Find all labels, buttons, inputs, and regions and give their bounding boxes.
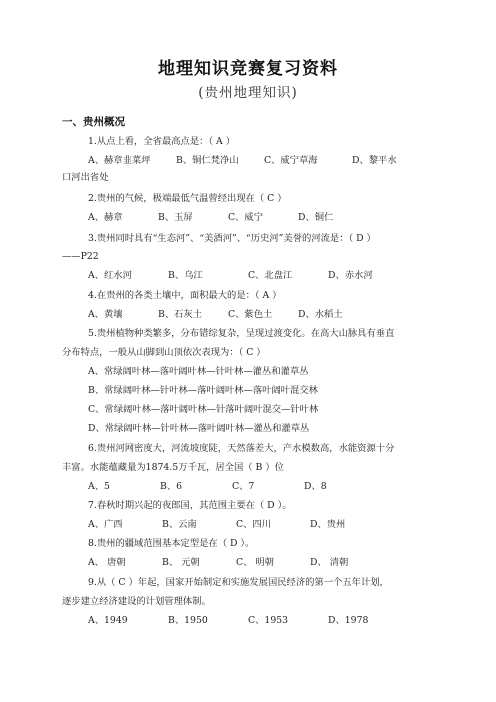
question-5-option-a: A、常绿阔叶林—落叶阔叶林—针叶林—灌丛和灌草丛 [88, 366, 309, 377]
option-b: B、铜仁梵净山 [176, 155, 239, 166]
question-1: 1.从点上看，全省最高点是：（ A ） [88, 136, 236, 147]
option-b: B、玉屏 [158, 212, 193, 223]
question-1-options [88, 155, 397, 167]
option-c: C、威宁草海 [264, 155, 318, 166]
option-b: B、乌江 [168, 270, 203, 281]
page-subtitle: (贵州地理知识) [198, 85, 298, 101]
option-a: A、红水河 [88, 270, 132, 281]
option-c: C、1953 [248, 615, 289, 626]
question-9-options [88, 615, 368, 627]
option-a: A、黄壤 [88, 309, 123, 320]
option-d: D、 清朝 [310, 557, 349, 568]
option-c: C、北盘江 [248, 270, 293, 281]
option-d: D、铜仁 [298, 212, 334, 223]
question-5-option-d: D、常绿阔叶林—针叶林—落叶阔叶林—灌丛和灌草丛 [88, 423, 310, 434]
option-b: B、 元朝 [162, 557, 200, 568]
question-2: 2.贵州的气候，极端最低气温曾经出现在（ C ） [88, 193, 287, 204]
question-3-options [88, 270, 373, 282]
question-4: 4.在贵州的各类土壤中，面积最大的是：（ A ） [88, 290, 282, 301]
question-9-continued: 逐步建立经济建设的计划管理体制。 [62, 596, 211, 607]
question-7-options [88, 519, 345, 531]
question-2-options [88, 212, 333, 224]
question-5: 5.贵州植物种类繁多，分布错综复杂，呈现过渡变化。在高大山脉具有垂直 [88, 328, 395, 339]
question-3: 3.贵州同时具有“生态河”、“美酒河”、“历史河”美誉的河流是：（ D ） [88, 233, 376, 244]
question-8: 8.贵州的疆域范围基本定型是在（ D ）。 [88, 538, 255, 549]
question-8-options [88, 557, 348, 569]
page-title: 地理知识竞赛复习资料 [158, 59, 338, 79]
question-3-continued: ——P22 [62, 251, 99, 262]
option-b: B、石灰土 [158, 309, 203, 320]
question-5-option-c: C、常绿阔叶林—落叶阔叶林—针落叶阔叶混交—针叶林 [88, 404, 319, 415]
question-6-continued: 丰富。水能蕴藏量为1874.5万千瓦，居全国（ B ）位 [62, 462, 284, 473]
option-c: C、7 [232, 481, 255, 492]
option-c: C、威宁 [228, 212, 264, 223]
option-d: D、水稻土 [298, 309, 343, 320]
option-a: A、1949 [88, 615, 128, 626]
option-d: D、1978 [328, 615, 369, 626]
option-d: D、黎平水 [352, 155, 397, 166]
section-heading: 一、贵州概况 [62, 116, 125, 128]
option-a: A、 唐朝 [88, 557, 126, 568]
option-c: C、 明朝 [236, 557, 274, 568]
option-a: A、5 [88, 481, 110, 492]
option-c: C、紫色土 [228, 309, 273, 320]
question-7: 7.春秋时期兴起的夜郎国，其范围主要在（ D ）。 [88, 500, 292, 511]
option-a: A、赫章 [88, 212, 123, 223]
option-c: C、四川 [236, 519, 272, 530]
question-6: 6.贵州河网密度大，河流坡度陡，天然落差大，产水模数高，水能资源十分 [88, 443, 395, 454]
option-a: A、赫章韭菜坪 [88, 155, 151, 166]
question-5-continued: 分布特点，一般从山脚到山顶依次表现为：（ C ） [62, 347, 266, 358]
question-9: 9.从（ C ）年起，国家开始制定和实施发展国民经济的第一个五年计划， [88, 577, 389, 588]
question-6-options [88, 481, 327, 493]
option-b: B、云南 [162, 519, 197, 530]
question-5-option-b: B、常绿阔叶林—针叶林—落叶阔叶林—落叶阔叶混交林 [88, 385, 318, 396]
option-d: D、贵州 [310, 519, 346, 530]
option-b: B、1950 [168, 615, 208, 626]
option-b: B、6 [160, 481, 183, 492]
question-1-continued: 口河出省处 [62, 172, 109, 183]
option-d: D、赤水河 [328, 270, 373, 281]
option-a: A、广西 [88, 519, 123, 530]
option-d: D、8 [304, 481, 327, 492]
question-4-options [88, 309, 343, 321]
